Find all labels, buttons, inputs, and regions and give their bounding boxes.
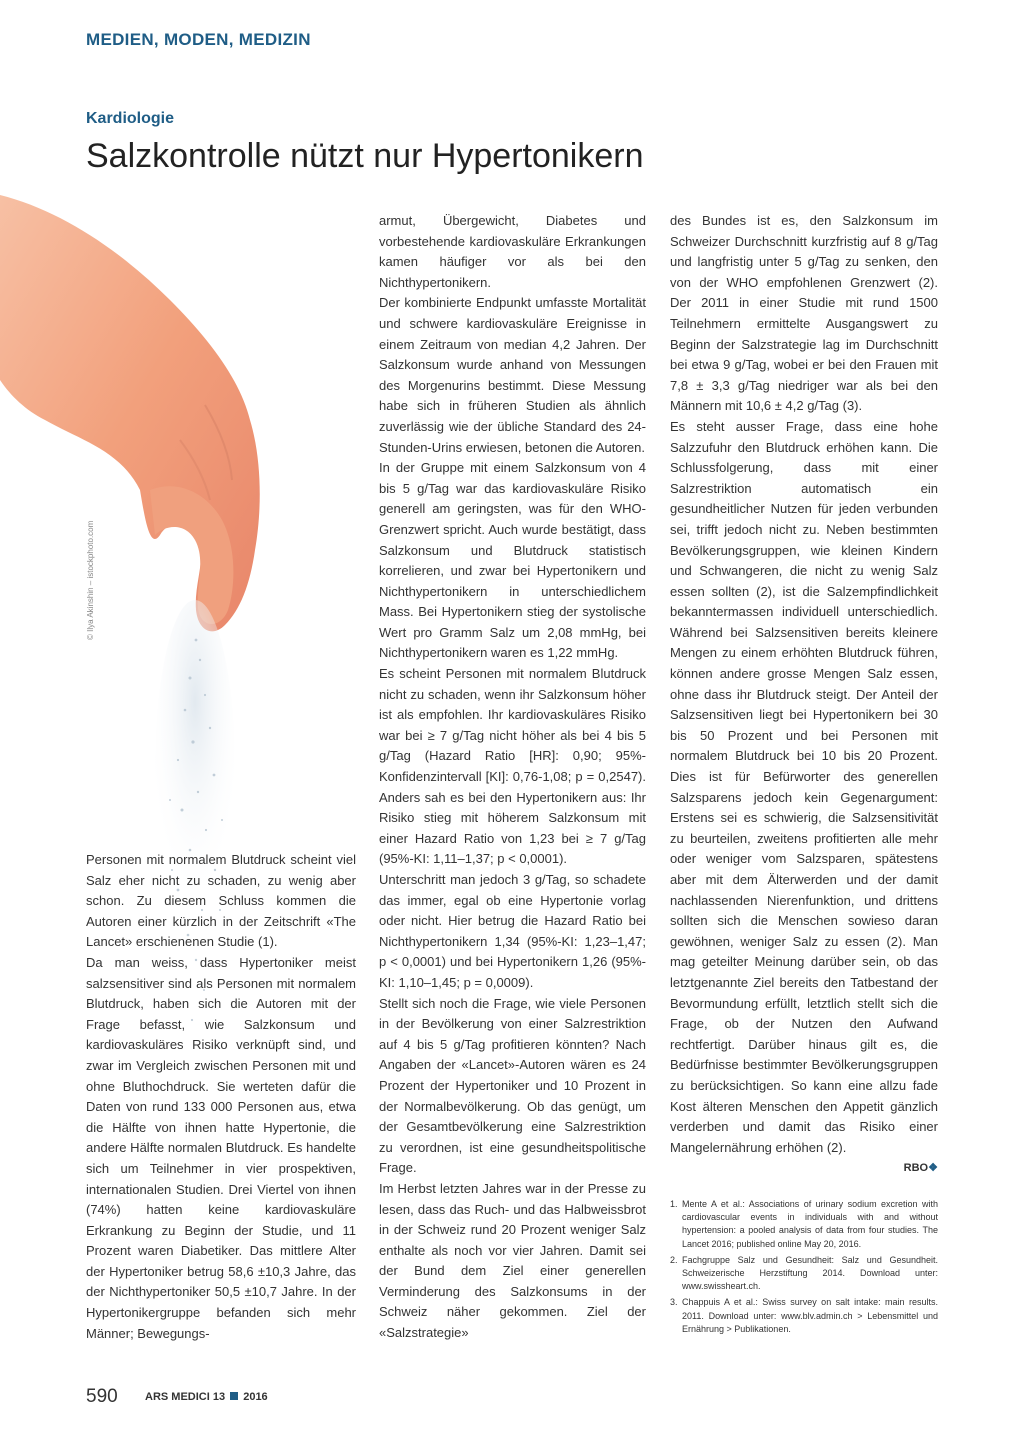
journal-year: 2016 bbox=[243, 1391, 268, 1403]
end-mark-icon: ❖ bbox=[928, 1162, 938, 1175]
paragraph: Da man weiss, dass Hypertoniker meist salzsensitiver sind als Personen mit normalem Blutdruck, haben sich die Autoren mit der Frage befasst, wie Salzkonsum und kardiovaskuläres Risiko verknüpft sind, und zwar im Vergleich zwischen Personen mit und ohne Bluthochdruck. Sie werteten dafür die Daten von rund 133 000 Personen aus, etwa die Hälfte von ihnen hatte Hypertonie, die andere Hälfte normalen Blutdruck. Es handelte sich um Teilnehmer in vier prospektiven, internationalen Studien. Drei Viertel von ihnen (74%) hatten keine kardiovaskuläre Erkrankung zu Beginn der Studie, und 11 Prozent waren Diabetiker. Das mittlere Alter der Hypertoniker betrug 58,6 ±10,3 Jahre, das der Nichthypertoniker 50,5 ±10,7 Jahre. In der Hypertonikergruppe befanden sich mehr Männer; Bewegungs- bbox=[86, 954, 356, 1341]
article-title: Salzkontrolle nützt nur Hypertonikern bbox=[86, 137, 644, 175]
references-list bbox=[670, 1198, 938, 1339]
photo-credit: © Ilya Akinshin – istockphoto.com bbox=[86, 520, 95, 640]
article-column-3 bbox=[670, 211, 938, 1179]
journal-footer bbox=[145, 1391, 268, 1403]
reference-text: Chappuis A et al.: Swiss survey on salt intake: main results. 2011. Download unter: www.blv.admin.ch > Lebensmittel und Ernährung > Publikationen. bbox=[682, 1297, 938, 1334]
reference-item bbox=[670, 1254, 938, 1294]
paragraph: Personen mit normalem Blutdruck scheint viel Salz eher nicht zu schaden, zu wenig aber schon. Zu diesem Schluss kommen die Autoren einer kürzlich in der Zeitschrift «The Lancet» erschienenen Studie (1). bbox=[86, 852, 356, 950]
reference-text: Fachgruppe Salz und Gesundheit: Salz und Gesundheit. Schweizerische Herzstiftung 2014. Download unter: www.swissheart.ch. bbox=[682, 1254, 938, 1292]
paragraph: des Bundes ist es, den Salzkonsum im Schweizer Durchschnitt kurzfristig auf 8 g/Tag und langfristig unter 5 g/Tag zu senken, den von der WHO empfohlenen Grenzwert (2). Der 2011 in einer Studie mit rund 1500 Teilnehmern ermittelte Ausgangswert zu Beginn der Salzstrategie lag im Durchschnitt bei etwa 9 g/Tag, wobei er bei den Frauen mit 7,8 ± 3,3 g/Tag niedriger war als bei den Männern mit 10,6 ± 4,2 g/Tag (3). bbox=[670, 213, 938, 414]
paragraph: Der kombinierte Endpunkt umfasste Mortalität und schwere kardiovaskuläre Ereignisse in einem Zeitraum von median 4,2 Jahren. Der Salzkonsum wurde anhand von Messungen des Morgenurins bestimmt. Diese Messung habe sich in früheren Studien als ähnlich zuverlässig wie der übliche Standard des 24-Stunden-Urins erwiesen, betonen die Autoren. bbox=[379, 295, 646, 455]
paragraph: Im Herbst letzten Jahres war in der Presse zu lesen, dass das Ruch- und das Halbweissbrot in der Schweiz rund 20 Prozent weniger Salz enthalte als noch vor vier Jahren. Damit sei der Bund dem Ziel einer generellen Verminderung des Salzkonsums in der Schweiz näher gekommen. Ziel der «Salzstrategie» bbox=[379, 1180, 646, 1341]
reference-number: 2. bbox=[670, 1254, 678, 1265]
paragraph: Es scheint Personen mit normalem Blutdruck nicht zu schaden, wenn ihr Salzkonsum höher ist als empfohlen. Ihr kardiovaskuläres Risiko war bei ≥ 7 g/Tag nicht höher als bei 4 bis 5 g/Tag (Hazard Ratio [HR]: 0,90; 95%-Konfidenzintervall [KI]: 0,76-1,08; p = 0,2547). Anders sah es bei den Hypertonikern aus: Ihr Risiko stieg mit höherem Salzkonsum mit einer Hazard Ratio von 1,23 bei ≥ 7 g/Tag (95%-KI: 1,11–1,37; p < 0,0001). bbox=[379, 666, 646, 867]
paragraph: In der Gruppe mit einem Salzkonsum von 4 bis 5 g/Tag war das kardiovaskuläre Risiko generell am geringsten, was für den WHO-Grenzwert spricht. Auch wurde bestätigt, dass Salzkonsum und Blutdruck statistisch korrelieren, und zwar bei Hypertonikern und Nichthypertonikern in unterschiedlichem Mass. Bei Hypertonikern stieg der systolische Wert pro Gramm Salz um 2,08 mmHg, bei Nichthypertonikern waren es 1,22 mmHg. bbox=[379, 460, 646, 661]
article-kicker: Kardiologie bbox=[86, 110, 175, 127]
square-separator-icon bbox=[230, 1392, 238, 1400]
article-column-1 bbox=[86, 850, 356, 1344]
author-initials: RBO bbox=[903, 1162, 929, 1175]
journal-name: ARS MEDICI 13 bbox=[145, 1391, 226, 1403]
reference-item bbox=[670, 1296, 938, 1336]
section-header: MEDIEN, MODEN, MEDIZIN bbox=[86, 30, 311, 49]
page-number: 590 bbox=[86, 1386, 118, 1407]
paragraph: Unterschritt man jedoch 3 g/Tag, so schadete das immer, egal ob eine Hypertonie vorlag oder nicht. Hier betrug die Hazard Ratio bei Nichthypertonikern 1,34 (95%-KI: 1,23–1,47; p < 0,0001) und bei Hypertonikern 1,26 (95%-KI: 1,10–1,45; p = 0,0009). bbox=[379, 872, 646, 990]
reference-number: 3. bbox=[670, 1297, 678, 1308]
paragraph: armut, Übergewicht, Diabetes und vorbestehende kardiovaskuläre Erkrankungen kamen häufiger vor als bei den Nichthypertonikern. bbox=[379, 213, 646, 290]
article-column-2 bbox=[379, 211, 646, 1344]
paragraph: Es steht ausser Frage, dass eine hohe Salzzufuhr den Blutdruck erhöhen kann. Die Schlussfolgerung, dass mit einer Salzrestriktion automatisch ein gesundheitlicher Nutzen für jeden verbunden sei, trifft jedoch nicht zu. Neben bestimmten Bevölkerungsgruppen, wie kleinen Kindern und Schwangeren, die nicht zu wenig Salz essen sollten (2), ist die Salzempfindlichkeit bekanntermassen individuell unterschiedlich. Während bei Salzsensitiven bereits kleinere Mengen zu einem erhöhten Blutdruck führen, können andere grosse Mengen Salz essen, ohne dass ihr Blutdruck steigt. Der Anteil der Salzsensitiven liegt bei Hypertonikern bei 30 bis 50 Prozent und bei Personen mit normalem Blutdruck bei 10 bis 20 Prozent. Dies ist für Befürworter des generellen Salzsparens jedoch kein Gegenargument: Erstens sei es schwierig, die Salzsensitivität zu beurteilen, zweitens profitierten alle mehr oder weniger vom Salzsparen, spätestens aber mit dem Älterwerden und der damit nachlassenden Nierenfunktion, und drittens sollten sich die Menschen sowieso daran gewöhnen, weniger Salz zu essen (2). Man mag geteilter Meinung darüber sein, ob das letztgenannte Ziel bereits den Tatbestand der Bevormundung erfüllt, letztlich stellt sich die Frage, ob der Nutzen den Aufwand rechtfertigt. Darüber hinaus gilt es, die Bedürfnisse bestimmter Bevölkerungsgruppen zu berücksichtigen. So kann eine allzu fade Kost älteren Menschen den Appetit gänzlich verderben und damit das Risiko einer Mangelernährung erhöhen (2). bbox=[670, 418, 938, 1155]
author-signature bbox=[670, 1158, 938, 1179]
reference-number: 1. bbox=[670, 1199, 678, 1209]
reference-item bbox=[670, 1198, 938, 1251]
paragraph: Stellt sich noch die Frage, wie viele Personen in der Bevölkerung von einer Salzrestriktion auf 4 bis 5 g/Tag profitieren könnten? Nach Angaben der «Lancet»-Autoren wären es 24 Prozent der Hypertoniker und 10 Prozent in der Normalbevölkerung. Ob das genügt, um der Gesamtbevölkerung eine Salzrestriktion zu verordnen, ist eine gesundheitspolitische Frage. bbox=[379, 995, 646, 1176]
reference-text: Mente A et al.: Associations of urinary sodium excretion with cardiovascular events in individuals with and without hypertension: a pooled analysis of data from four studies. The Lancet 2016; published online May 20, 2016. bbox=[682, 1199, 938, 1249]
